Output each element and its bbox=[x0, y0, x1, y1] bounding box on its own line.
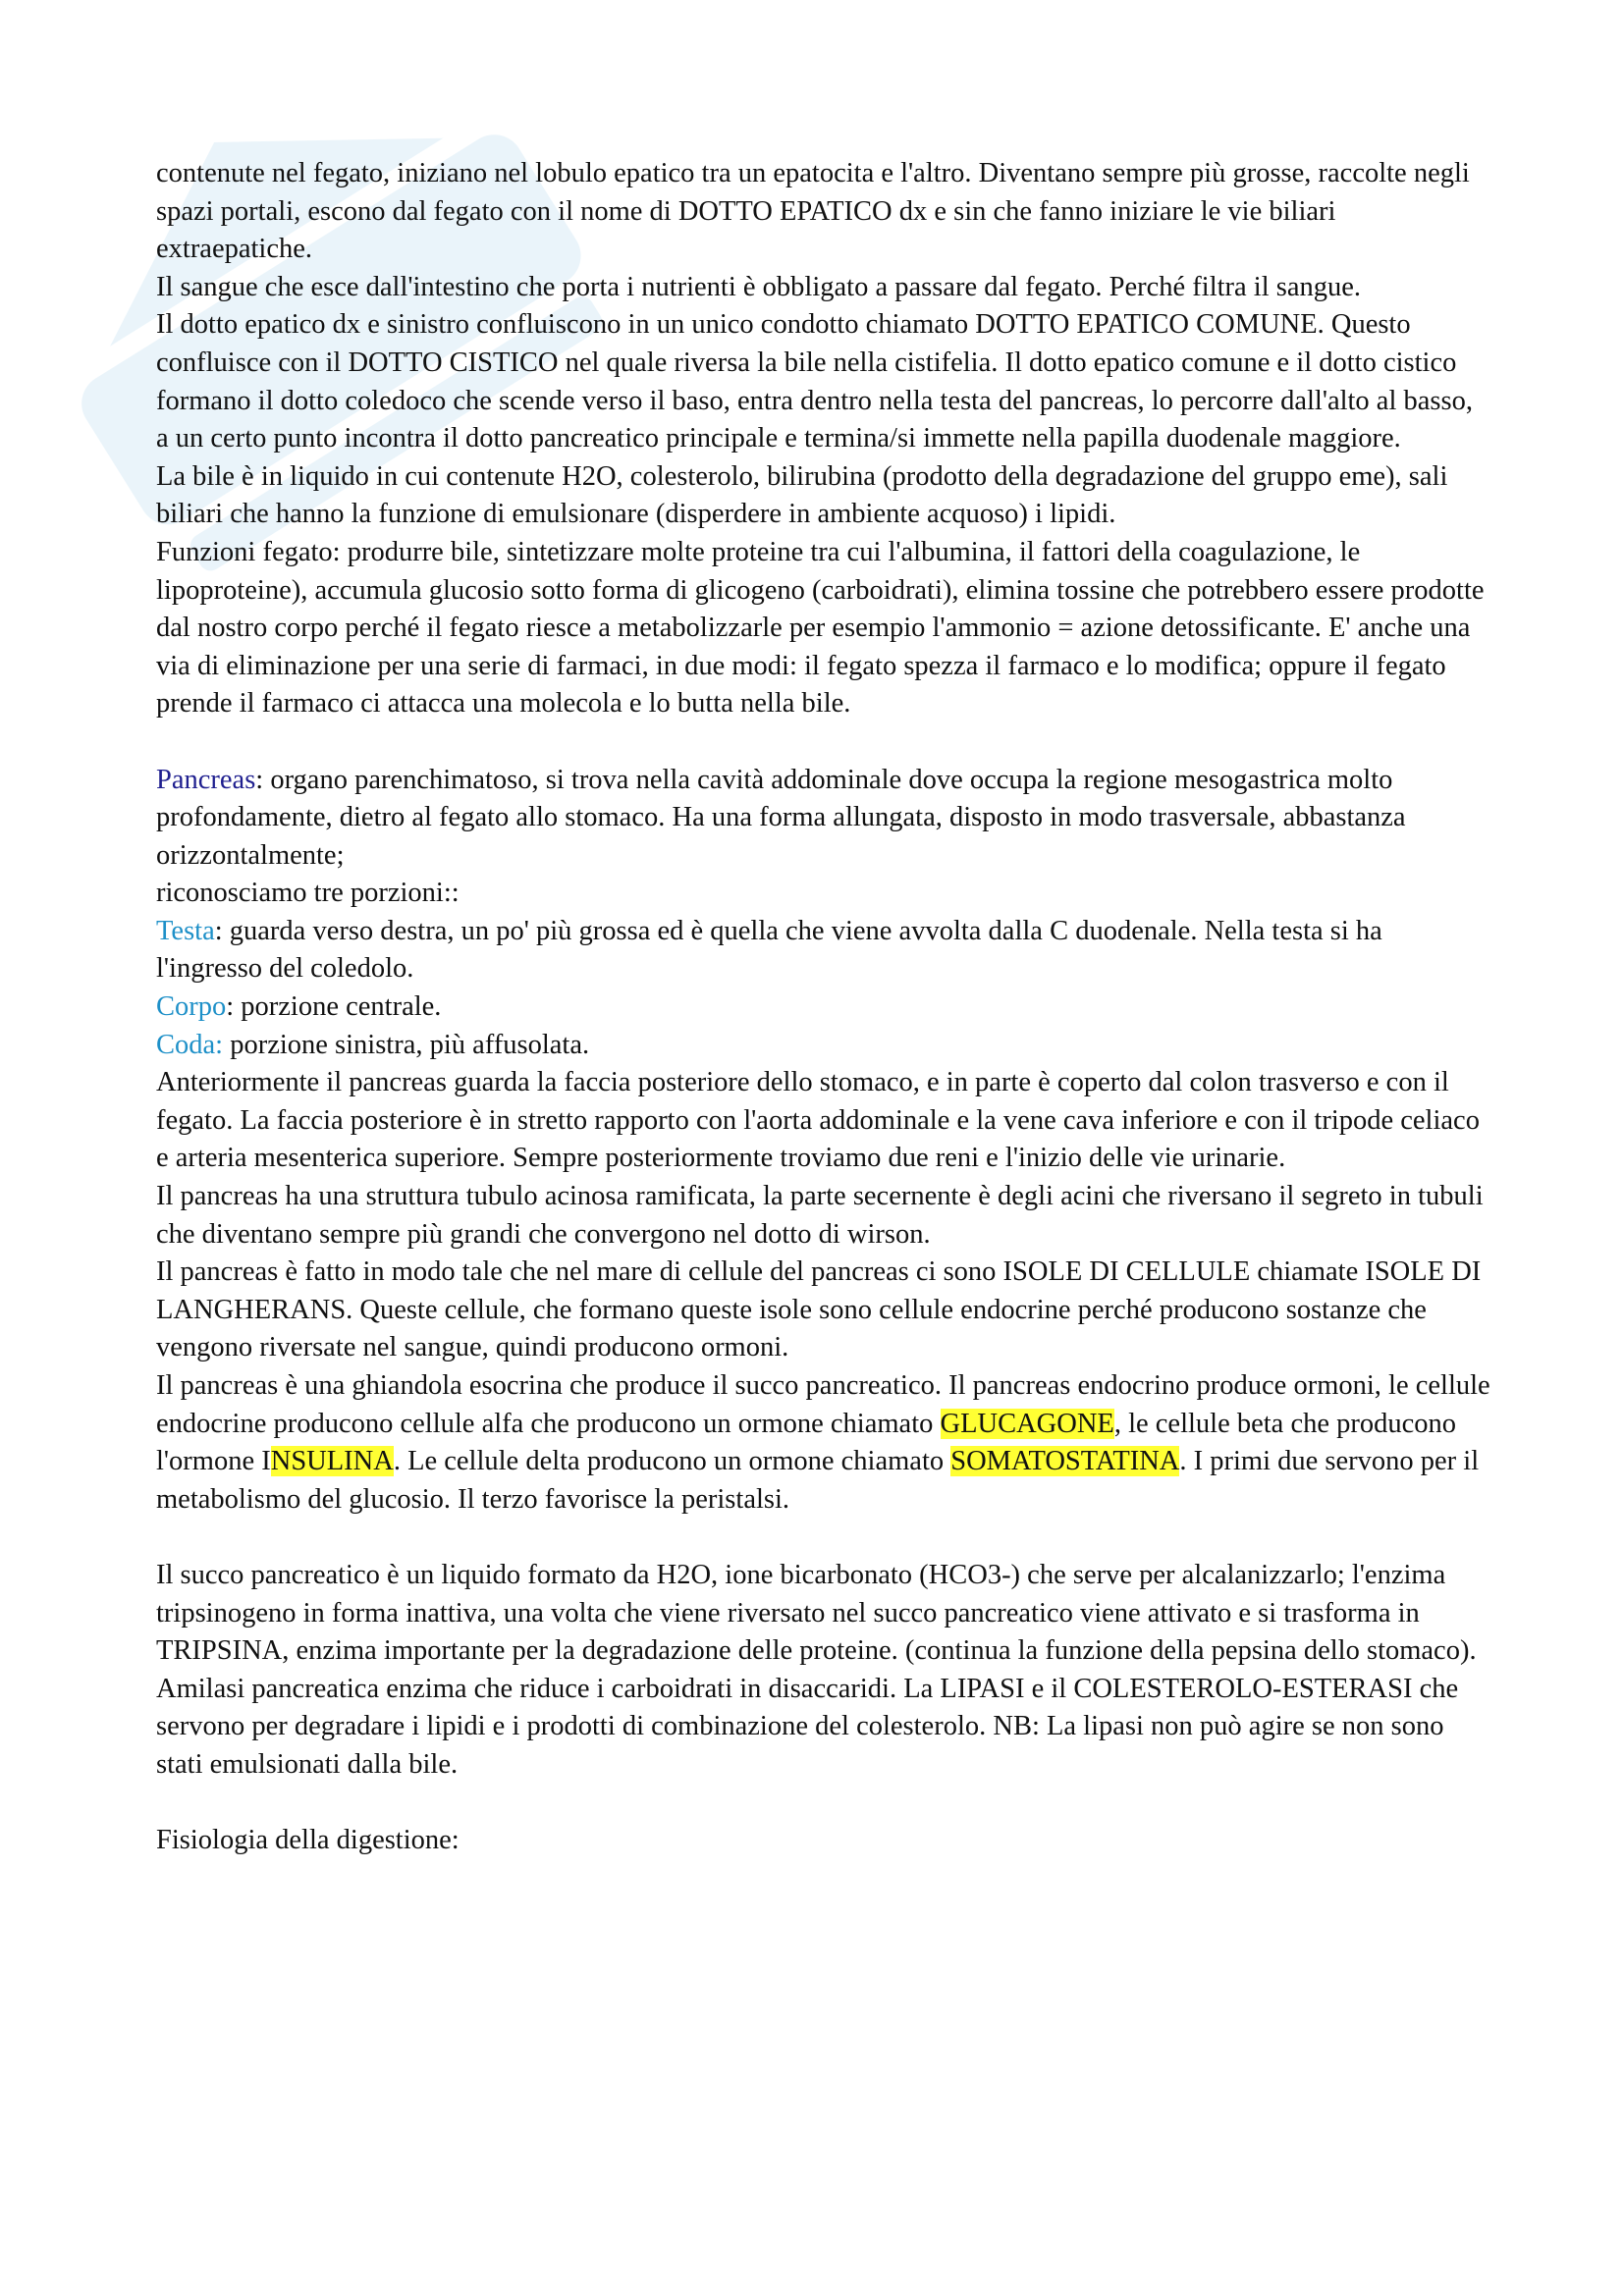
paragraph-langherans: Il pancreas è fatto in modo tale che nel mare di cellule del pancreas ci sono ISOLE DI CELLULE chiamate ISOLE DI LANGHERANS. Queste cellule, che formano queste isole sono cellule endocrine perché producono sostanze che vengono riversate nel sangue, quindi producono ormoni. bbox=[156, 1256, 1482, 1363]
hormones-text-c: . Le cellule delta producono un ormone chiamato bbox=[393, 1446, 951, 1477]
hormones-text-a: Il pancreas è una ghiandola esocrina che produce il succo pancreatico. Il pancreas endocrino produce ormoni, le cellule endocrine producono cellule alfa che producono un ormone chiamato bbox=[156, 1370, 1490, 1439]
paragraph-structure: Il pancreas ha una struttura tubulo acinosa ramificata, la parte secernente è degli acini che riversano il segreto in tubuli che diventano sempre più grandi che convergono nel dotto di wirson. bbox=[156, 1181, 1484, 1250]
pancreas-text: : organo parenchimatoso, si trova nella cavità addominale dove occupa la regione mesogastrica molto profondamente, dietro al fegato allo stomaco. Ha una forma allungata, disposto in modo trasversale, abbastanza orizzontalmente; bbox=[156, 764, 1406, 871]
highlight-glucagone: GLUCAGONE bbox=[940, 1408, 1114, 1439]
hormones-text-b: , le cellule beta che producono l'ormone I bbox=[156, 1408, 1457, 1477]
paragraph-anterior: Anteriormente il pancreas guarda la faccia posteriore dello stomaco, e in parte è coperto dal colon trasverso e con il fegato. La faccia posteriore è in stretto rapporto con l'aorta addominale e la vene cava inferiore e con il tripode celiaco e arteria mesenterica superiore. Sempre posteriormente troviamo due reni e l'inizio delle vie urinarie. bbox=[156, 1067, 1480, 1174]
paragraph-bile: La bile è in liquido in cui contenute H2O, colesterolo, bilirubina (prodotto della degradazione del gruppo eme), sali biliari che hanno la funzione di emulsionare (disperdere in ambiente acquoso) i lipidi. bbox=[156, 460, 1448, 530]
hormones-text-d: . I primi due servono per il metabolismo del glucosio. Il terzo favorisce la peristalsi. bbox=[156, 1446, 1480, 1515]
paragraph-hepatic-duct: Il dotto epatico dx e sinistro confluiscono in un unico condotto chiamato DOTTO EPATICO COMUNE. Questo confluisce con il DOTTO CISTICO nel quale riversa la bile nella cistifelia. Il dotto epatico comune e il dotto cistico formano il dotto coledoco che scende verso il baso, entra dentro nella testa del pancreas, lo percorre dall'alto al basso, a un certo punto incontra il dotto pancreatico principale e termina/si immette nella papilla duodenale maggiore. bbox=[156, 309, 1473, 454]
paragraph-physiology: Fisiologia della digestione: bbox=[156, 1825, 460, 1856]
paragraph-corpo bbox=[156, 988, 1491, 1027]
highlight-insulina: NSULINA bbox=[270, 1446, 394, 1477]
paragraph-liver-functions: Funzioni fegato: produrre bile, sintetizzare molte proteine tra cui l'albumina, il fattori della coagulazione, le lipoproteine), accumula glucosio sotto forma di glicogeno (carboidrati), elimina tossine che potrebbero essere prodotte dal nostro corpo perché il fegato riesce a metabolizzarle per esempio l'ammonio = azione detossificante. E' anche una via di eliminazione per una serie di farmaci, in due modi: il fegato spezza il farmaco e lo modifica; oppure il fegato prende il farmaco ci attacca una molecola e lo butta nella bile. bbox=[156, 536, 1485, 720]
coda-text: porzione sinistra, più affusolata. bbox=[223, 1029, 590, 1060]
paragraph-coda bbox=[156, 1027, 1491, 1065]
paragraph-hormones bbox=[156, 1367, 1491, 1519]
corpo-text: : porzione centrale. bbox=[226, 991, 442, 1023]
paragraph-portions: riconosciamo tre porzioni:: bbox=[156, 878, 460, 909]
paragraph-testa bbox=[156, 913, 1491, 988]
paragraph-pancreatic-juice: Il succo pancreatico è un liquido formato da H2O, ione bicarbonato (HCO3-) che serve per alcalanizzarlo; l'enzima tripsinogeno in forma inattiva, una volta che viene riversato nel succo pancreatico viene attivato e si trasforma in TRIPSINA, enzima importante per la degradazione delle proteine. (continua la funzione della pepsina dello stomaco). Amilasi pancreatica enzima che riduce i carboidrati in disaccaridi. La LIPASI e il COLESTEROLO-ESTERASI che servono per degradare i lipidi e i prodotti di combinazione del colesterolo. NB: La lipasi non può agire se non sono stati emulsionati dalla bile. bbox=[156, 1559, 1477, 1780]
blank-line bbox=[156, 1785, 1491, 1823]
paragraph-blood-flow: Il sangue che esce dall'intestino che porta i nutrienti è obbligato a passare dal fegato. Perché filtra il sangue. bbox=[156, 271, 1362, 302]
highlight-somatostatina: SOMATOSTATINA bbox=[950, 1446, 1180, 1477]
paragraph-pancreas bbox=[156, 762, 1491, 876]
document-body bbox=[156, 155, 1491, 1860]
pancreas-heading: Pancreas bbox=[156, 764, 256, 795]
testa-label: Testa bbox=[156, 915, 215, 946]
blank-line bbox=[156, 1519, 1491, 1557]
blank-line bbox=[156, 723, 1491, 762]
testa-text: : guarda verso destra, un po' più grossa ed è quella che viene avvolta dalla C duodenale. Nella testa si ha l'ingresso del coledolo. bbox=[156, 915, 1382, 985]
corpo-label: Corpo bbox=[156, 991, 227, 1023]
paragraph-bile-ducts: contenute nel fegato, iniziano nel lobulo epatico tra un epatocita e l'altro. Diventano sempre più grosse, raccolte negli spazi portali, escono dal fegato con il nome di DOTTO EPATICO dx e sin che fanno iniziare le vie biliari extraepatiche. bbox=[156, 158, 1470, 265]
coda-label: Coda: bbox=[156, 1029, 224, 1060]
